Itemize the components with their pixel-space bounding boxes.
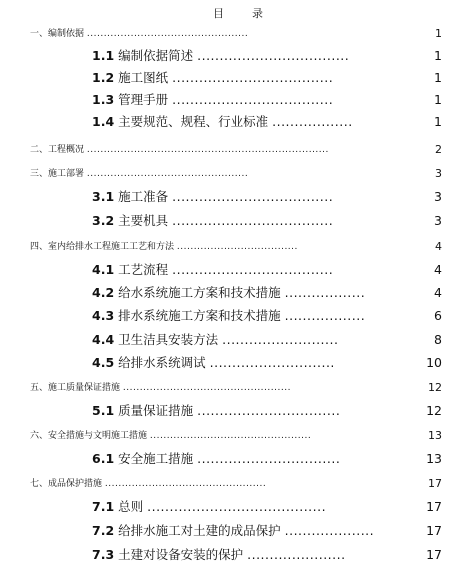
toc-entry-page: 3 xyxy=(434,213,442,228)
toc-entry-label: 五、施工质量保证措施 xyxy=(30,383,121,393)
toc-leader-dots: .................................... xyxy=(176,242,298,252)
toc-entry-number: 7.1 xyxy=(92,499,115,514)
toc-entry[interactable] xyxy=(0,90,476,110)
toc-title-right: 录 xyxy=(252,7,263,20)
toc-leader-dots: ...................... xyxy=(247,547,346,562)
toc-entry[interactable] xyxy=(0,237,476,257)
toc-entry-label: 二、工程概况 xyxy=(30,145,85,155)
toc-leader-dots: .................................... xyxy=(172,262,334,277)
toc-entry-label: 给排水系统调试 xyxy=(118,355,206,370)
toc-entry[interactable] xyxy=(0,68,476,88)
toc-entry-page: 4 xyxy=(434,262,442,277)
toc-entry-label: 六、安全措施与文明施工措施 xyxy=(30,431,148,441)
toc-leader-dots: .......................... xyxy=(222,332,339,347)
toc-entry-page: 1 xyxy=(435,27,442,40)
toc-entry-text xyxy=(30,24,248,44)
toc-leader-dots: ........................................................................ xyxy=(86,145,329,155)
toc-entry-text xyxy=(92,497,326,517)
toc-entry-page: 1 xyxy=(434,92,442,107)
toc-entry[interactable] xyxy=(0,140,476,160)
toc-entry[interactable] xyxy=(0,112,476,132)
toc-entry-page: 17 xyxy=(426,523,442,538)
toc-entry-text xyxy=(30,426,311,446)
toc-entry-label: 管理手册 xyxy=(118,92,169,107)
toc-entry[interactable] xyxy=(0,46,476,66)
toc-entry[interactable] xyxy=(0,521,476,541)
toc-entry[interactable] xyxy=(0,474,476,494)
toc-entry-page: 1 xyxy=(434,114,442,129)
toc-leader-dots: .................. xyxy=(284,285,366,300)
toc-entry-text xyxy=(30,474,266,494)
toc-entry-text xyxy=(92,449,340,469)
toc-entry-label: 三、施工部署 xyxy=(30,169,85,179)
toc-leader-dots: .................. xyxy=(272,114,353,129)
toc-entry-number: 3.2 xyxy=(92,213,115,228)
toc-entry-label: 排水系统施工方案和技术措施 xyxy=(118,308,281,323)
toc-entry[interactable] xyxy=(0,378,476,398)
toc-title xyxy=(0,5,476,21)
toc-entry-number: 4.1 xyxy=(92,262,115,277)
toc-entry-number: 4.5 xyxy=(92,355,115,370)
toc-entry-text xyxy=(30,378,291,398)
toc-entry-page: 12 xyxy=(426,403,442,418)
toc-entry-page: 3 xyxy=(435,167,442,180)
toc-entry-text xyxy=(92,68,333,88)
toc-entry-number: 7.2 xyxy=(92,523,115,538)
toc-entry-page: 6 xyxy=(434,308,442,323)
toc-entry-page: 4 xyxy=(434,285,442,300)
toc-entry[interactable] xyxy=(0,260,476,280)
toc-entry-page: 17 xyxy=(426,547,442,562)
toc-leader-dots: .................. xyxy=(284,308,366,323)
toc-leader-dots: ................................................ xyxy=(149,431,312,441)
toc-entry-number: 4.2 xyxy=(92,285,115,300)
toc-entry-number: 5.1 xyxy=(92,403,115,418)
toc-entry-page: 13 xyxy=(426,451,442,466)
toc-entry-page: 1 xyxy=(434,70,442,85)
toc-entry-text xyxy=(92,260,333,280)
toc-entry-label: 卫生洁具安装方法 xyxy=(118,332,219,347)
toc-leader-dots: ................................................ xyxy=(86,169,249,179)
toc-entry-text xyxy=(92,401,340,421)
toc-entry[interactable] xyxy=(0,330,476,350)
toc-entry-page: 12 xyxy=(428,381,442,394)
toc-leader-dots: .................................... xyxy=(172,70,334,85)
toc-entry-number: 1.2 xyxy=(92,70,115,85)
toc-entry[interactable] xyxy=(0,187,476,207)
toc-entry-page: 8 xyxy=(434,332,442,347)
toc-entry-page: 17 xyxy=(426,499,442,514)
toc-entry-label: 土建对设备安装的保护 xyxy=(118,547,244,562)
toc-leader-dots: ................................................ xyxy=(104,479,267,489)
toc-entry-text xyxy=(92,90,333,110)
toc-entry-text xyxy=(30,164,248,184)
toc-entry-label: 给排水施工对土建的成品保护 xyxy=(118,523,281,538)
toc-entry-label: 质量保证措施 xyxy=(118,403,194,418)
toc-entry-text xyxy=(92,187,333,207)
toc-entry[interactable] xyxy=(0,24,476,44)
toc-entry-number: 6.1 xyxy=(92,451,115,466)
toc-entry-text xyxy=(92,521,374,541)
toc-entry[interactable] xyxy=(0,426,476,446)
toc-entry-page: 2 xyxy=(435,143,442,156)
toc-leader-dots: .................................... xyxy=(172,189,334,204)
toc-entry-label: 主要机具 xyxy=(118,213,169,228)
toc-entry-number: 4.3 xyxy=(92,308,115,323)
toc-leader-dots: ............................ xyxy=(209,355,335,370)
toc-entry-label: 施工图纸 xyxy=(118,70,169,85)
toc-entry[interactable] xyxy=(0,306,476,326)
toc-entry-number: 4.4 xyxy=(92,332,115,347)
toc-leader-dots: .................................... xyxy=(172,92,334,107)
toc-leader-dots: ................................................ xyxy=(86,29,249,39)
toc-entry-page: 4 xyxy=(435,240,442,253)
toc-entry-label: 一、编制依据 xyxy=(30,29,85,39)
toc-entry-text xyxy=(92,306,365,326)
toc-leader-dots: ................................ xyxy=(197,403,341,418)
toc-entry-page: 1 xyxy=(434,48,442,63)
toc-leader-dots: .................................... xyxy=(172,213,334,228)
toc-entry-page: 17 xyxy=(428,477,442,490)
toc-entry-number: 1.1 xyxy=(92,48,115,63)
toc-entry-number: 1.4 xyxy=(92,114,115,129)
toc-entry-text xyxy=(92,211,333,231)
toc-entry-text xyxy=(92,46,349,66)
toc-entry-page: 10 xyxy=(426,355,442,370)
toc-entry-number: 1.3 xyxy=(92,92,115,107)
toc-entry-text xyxy=(30,237,298,257)
toc-entry-text xyxy=(92,112,353,132)
toc-entry-label: 总则 xyxy=(118,499,144,514)
toc-entry[interactable] xyxy=(0,497,476,517)
toc-leader-dots: .................................................. xyxy=(122,383,291,393)
toc-entry-label: 主要规范、规程、行业标准 xyxy=(118,114,269,129)
toc-entry-label: 安全施工措施 xyxy=(118,451,194,466)
toc-entry[interactable] xyxy=(0,164,476,184)
toc-entry[interactable] xyxy=(0,211,476,231)
toc-entry[interactable] xyxy=(0,283,476,303)
toc-entry-label: 给水系统施工方案和技术措施 xyxy=(118,285,281,300)
toc-entry-label: 工艺流程 xyxy=(118,262,169,277)
toc-entry-label: 七、成品保护措施 xyxy=(30,479,103,489)
toc-entry-label: 编制依据简述 xyxy=(118,48,194,63)
toc-entry-number: 3.1 xyxy=(92,189,115,204)
toc-entry-text xyxy=(92,283,365,303)
toc-title-left: 目 xyxy=(213,7,224,20)
toc-leader-dots: .................... xyxy=(284,523,375,538)
toc-entry-page: 3 xyxy=(434,189,442,204)
toc-entry-text xyxy=(92,353,335,373)
toc-entry-text xyxy=(92,330,338,350)
toc-entry-text xyxy=(30,140,329,160)
toc-entry-label: 四、室内给排水工程施工工艺和方法 xyxy=(30,242,175,252)
toc-entry-number: 7.3 xyxy=(92,547,115,562)
toc-leader-dots: ................................ xyxy=(197,451,341,466)
toc-entry[interactable] xyxy=(0,545,476,565)
toc-entry[interactable] xyxy=(0,449,476,469)
toc-entry[interactable] xyxy=(0,353,476,373)
toc-entry-text xyxy=(92,545,346,565)
toc-entry[interactable] xyxy=(0,401,476,421)
toc-leader-dots: .................................. xyxy=(197,48,350,63)
toc-leader-dots: ........................................ xyxy=(147,499,327,514)
toc-entry-label: 施工准备 xyxy=(118,189,169,204)
toc-entry-page: 13 xyxy=(428,429,442,442)
